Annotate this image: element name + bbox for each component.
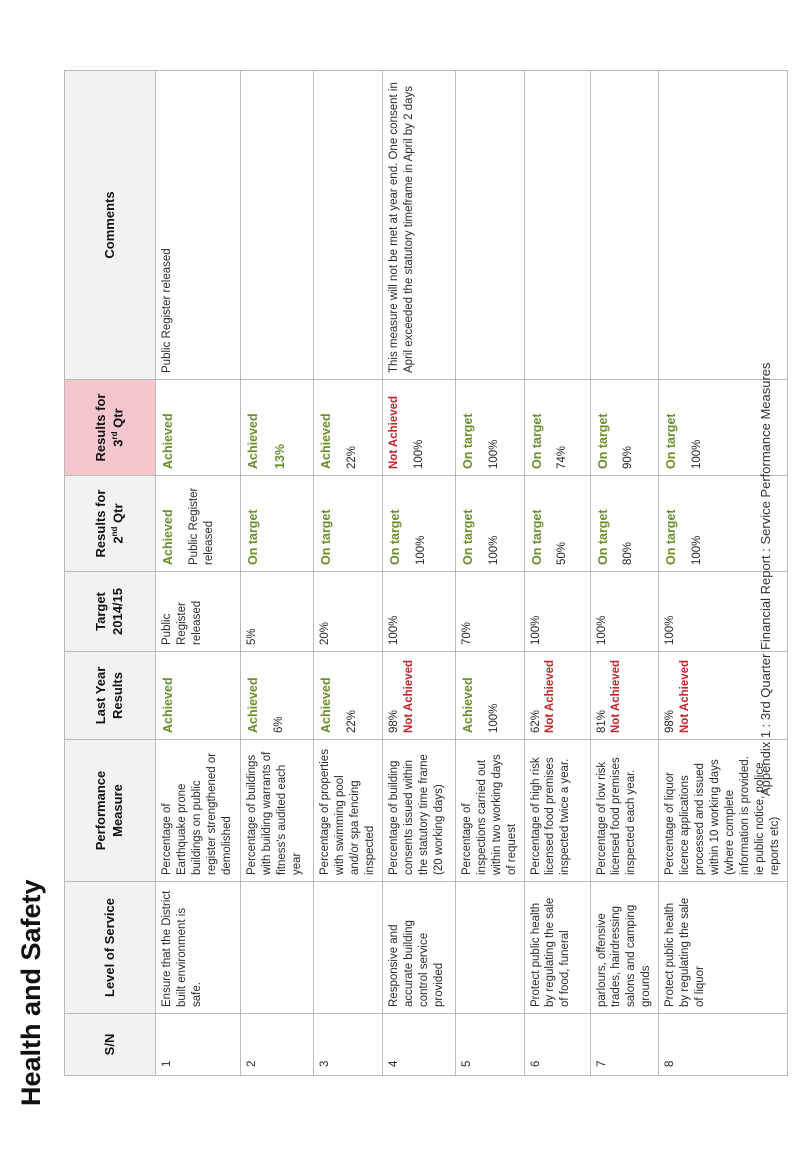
cell-target: 100% (382, 572, 455, 652)
cell-level: Responsive and accurate building control service provided (382, 882, 455, 1014)
cell-target: Public Register released (156, 572, 241, 652)
cell-measure: Percentage of buildings with building warrants of fitness's audited each year (241, 740, 314, 882)
last-year-status: Achieved (460, 677, 475, 733)
header-q3 (65, 380, 156, 476)
header-measure: Performance Measure (65, 740, 156, 882)
q2-status: On target (319, 509, 333, 565)
cell-level: parlours, offensive trades, hairdressing salons and camping grounds (590, 882, 659, 1014)
header-target: Target 2014/15 (65, 572, 156, 652)
cell-q2 (156, 476, 241, 572)
last-year-value: 98% (664, 709, 677, 733)
cell-sn: 2 (241, 1014, 314, 1076)
header-comments: Comments (65, 71, 156, 380)
q2-value: 100% (414, 535, 427, 565)
q2-status: On target (460, 509, 475, 565)
cell-last-year (241, 652, 314, 740)
q2-status: On target (664, 509, 679, 565)
cell-q3 (524, 380, 590, 476)
header-q3-post: Qtr (110, 408, 126, 432)
cell-sn: 1 (156, 1014, 241, 1076)
cell-measure: Percentage of inspections carried out within two working days of request (455, 740, 524, 882)
q2-value: 50% (556, 541, 569, 565)
cell-target: 20% (314, 572, 383, 652)
page-title: Health and Safety (16, 879, 46, 1106)
cell-q2 (455, 476, 524, 572)
cell-sn: 4 (382, 1014, 455, 1076)
q2-status: On target (529, 509, 544, 565)
cell-q2 (590, 476, 659, 572)
cell-last-year (590, 652, 659, 740)
q2-value: Public Register released (187, 487, 215, 565)
cell-target: 100% (590, 572, 659, 652)
q2-value: 100% (487, 535, 500, 565)
q2-status: On target (246, 509, 260, 565)
last-year-status: Not Achieved (544, 659, 557, 733)
q3-status: Achieved (246, 413, 260, 469)
table-body (156, 71, 788, 1076)
table-row (524, 71, 590, 1076)
header-row (65, 71, 156, 1076)
cell-q3 (314, 380, 383, 476)
last-year-value: 98% (387, 709, 400, 733)
header-last-year: Last Year Results (65, 652, 156, 740)
q2-status: On target (387, 509, 402, 565)
table-row (382, 71, 455, 1076)
cell-comments (241, 71, 314, 380)
cell-last-year (382, 652, 455, 740)
q3-status: Achieved (319, 413, 333, 469)
header-q3-sup: rd (109, 431, 119, 440)
q3-value: 13% (272, 443, 287, 469)
cell-comments (590, 71, 659, 380)
cell-q2 (314, 476, 383, 572)
cell-target: 100% (524, 572, 590, 652)
table-row (314, 71, 383, 1076)
table-row (590, 71, 659, 1076)
cell-q2 (524, 476, 590, 572)
cell-q3 (590, 380, 659, 476)
cell-comments: Public Register released (156, 71, 241, 380)
cell-comments: This measure will not be met at year end. One consent in April exceeded the statutory timeframe in April by 2 days (382, 71, 455, 380)
q3-status: On target (529, 413, 544, 469)
table-row (241, 71, 314, 1076)
last-year-status: Not Achieved (402, 659, 415, 733)
cell-last-year (314, 652, 383, 740)
last-year-status: Achieved (319, 677, 333, 733)
cell-measure: Percentage of properties with swimming pool and/or spa fencing inspected (314, 740, 383, 882)
footer-note (758, 362, 773, 796)
cell-sn: 7 (590, 1014, 659, 1076)
header-q2-sup: nd (109, 526, 119, 537)
q3-status: On target (595, 413, 610, 469)
cell-last-year (524, 652, 590, 740)
cell-comments (314, 71, 383, 380)
cell-q3 (382, 380, 455, 476)
cell-target: 5% (241, 572, 314, 652)
last-year-value: 100% (487, 703, 500, 733)
header-q2 (65, 476, 156, 572)
q3-status: On target (664, 413, 679, 469)
cell-comments (524, 71, 590, 380)
cell-sn: 8 (659, 1014, 788, 1076)
cell-comments (659, 71, 788, 380)
last-year-status: Not Achieved (679, 659, 692, 733)
cell-q3 (241, 380, 314, 476)
header-q2-pre: Results for 2 (92, 489, 126, 558)
last-year-status: Achieved (161, 677, 175, 733)
header-sn: S/N (65, 1014, 156, 1076)
cell-sn: 6 (524, 1014, 590, 1076)
cell-last-year (455, 652, 524, 740)
cell-q3 (455, 380, 524, 476)
cell-sn: 5 (455, 1014, 524, 1076)
table-row (156, 71, 241, 1076)
cell-measure: Percentage of low risk licensed food premises inspected each year. (590, 740, 659, 882)
q2-value: 80% (622, 541, 635, 565)
q3-value: 22% (345, 445, 358, 469)
q2-value: 100% (691, 535, 704, 565)
cell-measure: Percentage of liquor licence applications processed and issued within 10 working days (where complete information is provided. ie public notice, police reports etc) (659, 740, 788, 882)
cell-sn: 3 (314, 1014, 383, 1076)
cell-level: Protect public health by regulating the sale of food, funeral (524, 882, 590, 1014)
q3-value: 100% (412, 439, 425, 469)
cell-level (455, 882, 524, 1014)
cell-comments (455, 71, 524, 380)
cell-measure: Percentage of Earthquake prone buildings on public register strengthened or demolished (156, 740, 241, 882)
cell-last-year (156, 652, 241, 740)
q3-value: 100% (487, 439, 500, 469)
service-performance-table (64, 70, 788, 1076)
last-year-status: Achieved (246, 677, 260, 733)
q3-status: Achieved (161, 413, 175, 469)
cell-level (314, 882, 383, 1014)
last-year-value: 81% (595, 709, 608, 733)
cell-level: Ensure that the District built environment is safe. (156, 882, 241, 1014)
q3-value: 100% (691, 439, 704, 469)
last-year-value: 22% (345, 709, 358, 733)
cell-level (241, 882, 314, 1014)
last-year-value: 62% (529, 709, 542, 733)
cell-q2 (241, 476, 314, 572)
q3-status: Not Achieved (387, 395, 400, 469)
table-row (455, 71, 524, 1076)
cell-measure: Percentage of high risk licensed food premises inspected twice a year. (524, 740, 590, 882)
cell-q3 (156, 380, 241, 476)
last-year-status: Not Achieved (610, 659, 623, 733)
cell-level: Protect public health by regulating the sale of liquor (659, 882, 788, 1014)
header-q2-post: Qtr (110, 503, 126, 527)
cell-q2 (382, 476, 455, 572)
header-level: Level of Service (65, 882, 156, 1014)
footer-text: Appendix 1 : 3rd Quarter Financial Report : Service Performance Measures (758, 362, 773, 796)
q3-value: 90% (622, 445, 635, 469)
q2-status: On target (595, 509, 610, 565)
cell-target: 70% (455, 572, 524, 652)
cell-measure: Percentage of building consents issued within the statutory time frame (20 working days) (382, 740, 455, 882)
header-q3-pre: Results for 3 (92, 393, 126, 462)
q3-status: On target (460, 413, 475, 469)
q2-status: Achieved (161, 509, 175, 565)
last-year-value: 6% (272, 716, 285, 733)
q3-value: 74% (556, 445, 569, 469)
cell-target: 100% (659, 572, 788, 652)
